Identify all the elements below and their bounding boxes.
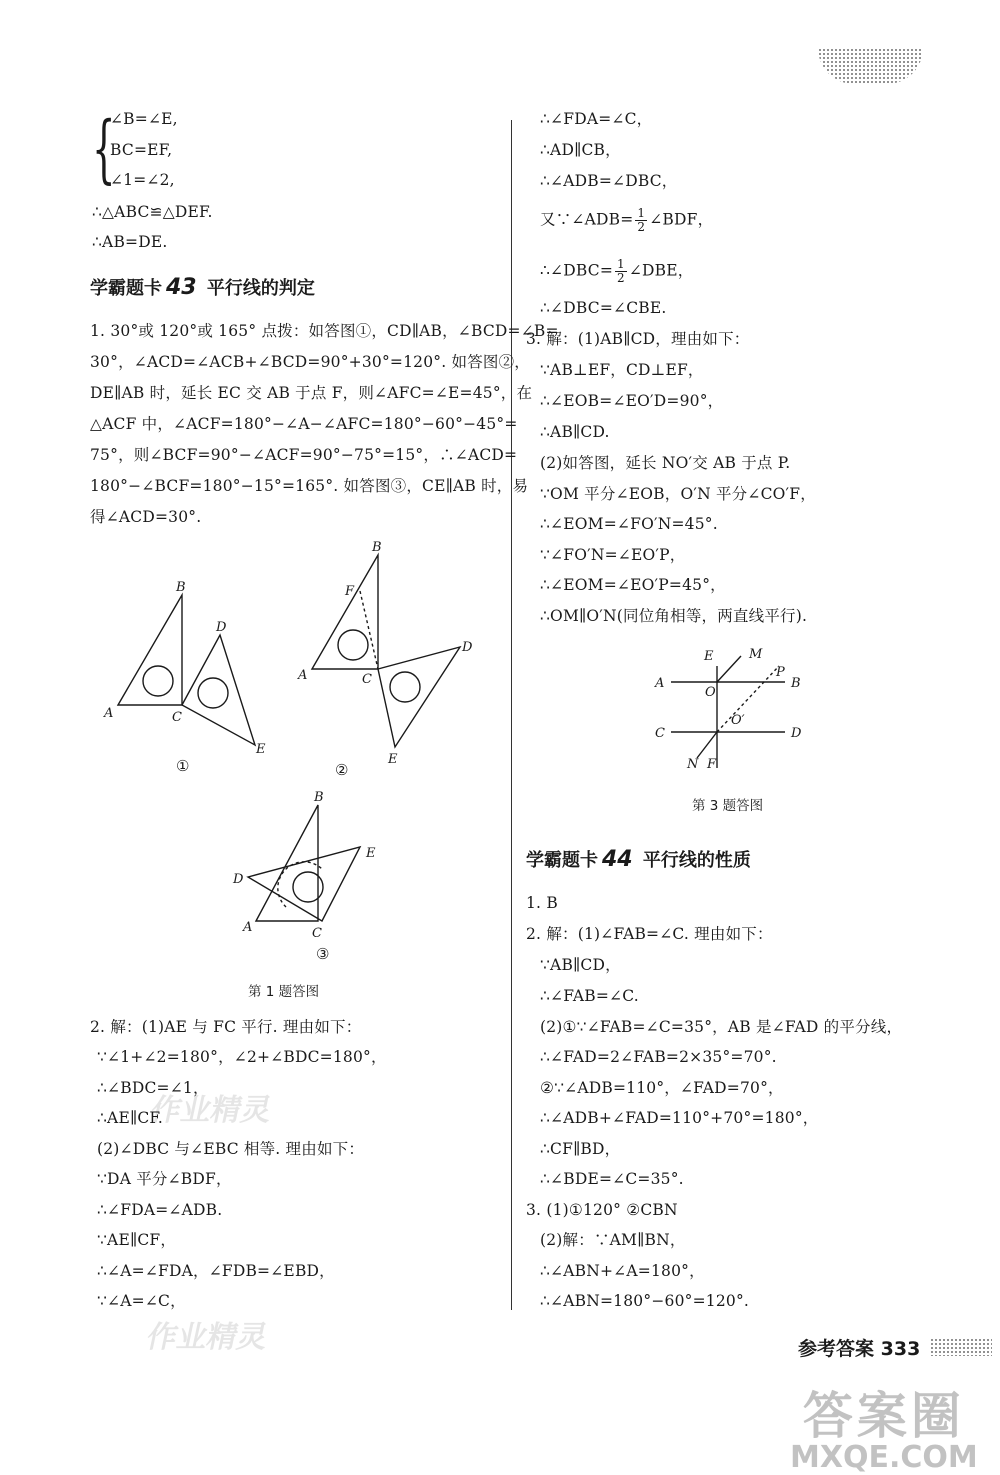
fig1-label-b: B xyxy=(176,580,186,595)
s44-line: ∴CF∥BD， xyxy=(540,1140,621,1158)
section-44-title: 学霸题卡 44 平行线的性质 xyxy=(526,847,751,872)
cont-line: ∴∠FDA=∠C， xyxy=(540,110,653,128)
q2-line: ∵AE∥CF， xyxy=(97,1231,177,1249)
fig3-caption: 第 3 题答图 xyxy=(692,798,764,814)
q1-line: 1. 30°或 120°或 165° 点拨：如答图①，CD∥AB，∠BCD=∠B= xyxy=(90,322,559,340)
fig2-label-a: A xyxy=(298,668,308,683)
proof-line: ∴△ABC≌△DEF. xyxy=(92,203,213,221)
fig3-label-d: D xyxy=(791,726,802,741)
s44-line: ∴∠BDE=∠C=35°. xyxy=(540,1170,684,1188)
cont-line: ∴∠DBC=∠CBE. xyxy=(540,299,667,317)
q3-line: ∵AB⊥EF，CD⊥EF， xyxy=(540,361,704,379)
fig3-label-a: A xyxy=(243,920,253,935)
fraction-line-1: 又∵∠ADB= $\frac{1}{2}$ ∠BDF， xyxy=(540,206,714,234)
watermark-2: 作业精灵 xyxy=(143,1320,271,1355)
q2-line: ∵∠1+∠2=180°，∠2+∠BDC=180°， xyxy=(97,1048,387,1066)
proof-line: BC=EF, xyxy=(110,141,173,159)
s44-line: 3. (1)①120° ②CBN xyxy=(526,1201,678,1219)
q2-line: ∴∠A=∠FDA，∠FDB=∠EBD， xyxy=(97,1262,335,1280)
fig1-diagrams xyxy=(90,535,500,965)
fig2-label-b: B xyxy=(372,540,382,555)
fig3-label-b: B xyxy=(791,676,801,691)
fig2-label-c: C xyxy=(362,672,372,687)
q1-line: △ACF 中，∠ACF=180°−∠A−∠AFC=180°−60°−45°= xyxy=(90,415,518,433)
fraction-2: $\frac{1}{2}$ xyxy=(617,257,625,285)
fig1-part2 xyxy=(312,555,460,747)
fig1-label-a: A xyxy=(104,706,114,721)
fig3-label-m: M xyxy=(749,647,763,662)
q2-line: ∵DA 平分∠BDF， xyxy=(97,1170,232,1188)
fig1-label-c: C xyxy=(172,710,182,725)
fig2-label-f: F xyxy=(345,584,355,599)
proof-line: ∠1=∠2, xyxy=(110,171,175,189)
q2-line: ∵∠A=∠C， xyxy=(97,1292,186,1310)
q2-line: (2)∠DBC 与∠EBC 相等. 理由如下： xyxy=(97,1140,365,1158)
q3-line: (2)如答图，延长 NO′交 AB 于点 P. xyxy=(540,454,791,472)
fig3-label-p: P xyxy=(776,665,785,680)
fig1-part3 xyxy=(248,805,360,921)
watermark-1: 作业精灵 xyxy=(147,1093,275,1128)
q1-line: 30°，∠ACD=∠ACB+∠BCD=90°+30°=120°. 如答图②， xyxy=(90,353,530,371)
site-watermark: 答案圈 MXQE.COM xyxy=(790,1387,978,1475)
fig3-label-oprime: O′ xyxy=(731,713,745,728)
s44-line: ∴∠FAD=2∠FAB=2×35°=70°. xyxy=(540,1048,777,1066)
column-divider xyxy=(511,120,512,1310)
q3-line: 3. 解：(1)AB∥CD，理由如下： xyxy=(526,330,750,348)
fig3-label-b: B xyxy=(314,790,324,805)
fig1-num-2: ② xyxy=(335,761,349,779)
q3-line: ∴∠EOM=∠FO′N=45°. xyxy=(540,515,718,533)
q1-line: 180°−∠BCF=180°−15°=165°. 如答图③，CE∥AB 时，易 xyxy=(90,477,529,495)
fig3-label-f: F xyxy=(707,757,717,772)
q1-line: 得∠ACD=30°. xyxy=(90,508,202,526)
s44-line: (2)解：∵AM∥BN， xyxy=(540,1231,686,1249)
fig3-label-o: O xyxy=(705,685,716,700)
q3-line: ∵∠FO′N=∠EO′P， xyxy=(540,546,686,564)
s44-line: ∴∠ABN=180°−60°=120°. xyxy=(540,1292,750,1310)
page-footer: 参考答案 333 xyxy=(798,1338,921,1360)
q2-line: ∴∠FDA=∠ADB. xyxy=(97,1201,223,1219)
s44-line: (2)①∵∠FAB=∠C=35°，AB 是∠FAD 的平分线， xyxy=(540,1018,903,1036)
s44-line: 1. B xyxy=(526,894,558,912)
fig1-label-d: D xyxy=(216,620,227,635)
fig3-label-e: E xyxy=(704,649,714,664)
footer-ornament xyxy=(930,1338,992,1356)
fig3-label-a: A xyxy=(655,676,665,691)
s44-line: ∵AB∥CD， xyxy=(540,956,621,974)
proof-line: ∴AB=DE. xyxy=(92,233,168,251)
q1-line: 75°，则∠BCF=90°−∠ACF=90°−75°=15°，∴∠ACD= xyxy=(90,446,518,464)
proof-line: ∠B=∠E, xyxy=(110,110,178,128)
fraction-line-2: ∴∠DBC= $\frac{1}{2}$ ∠DBE， xyxy=(540,257,694,285)
q3-line: ∴∠EOM=∠EO′P=45°， xyxy=(540,576,726,594)
fig1-num-3: ③ xyxy=(316,945,330,963)
cont-line: ∴AD∥CB， xyxy=(540,141,621,159)
fig2-label-d: D xyxy=(462,640,473,655)
system-brace: { xyxy=(92,106,116,192)
q2-line: 2. 解：(1)AE 与 FC 平行. 理由如下： xyxy=(90,1018,362,1036)
fig1-part1 xyxy=(118,595,255,745)
q3-line: ∴OM∥O′N(同位角相等，两直线平行). xyxy=(540,607,808,625)
fig1-num-1: ① xyxy=(176,757,190,775)
fraction-1: $\frac{1}{2}$ xyxy=(637,206,646,234)
s44-line: 2. 解：(1)∠FAB=∠C. 理由如下： xyxy=(526,925,773,943)
s44-line: ∴∠ABN+∠A=180°， xyxy=(540,1262,705,1280)
header-ornament xyxy=(818,48,923,84)
cont-line: ∴∠ADB=∠DBC， xyxy=(540,172,678,190)
fig2-label-e: E xyxy=(388,752,398,767)
fig3-label-c: C xyxy=(312,926,322,941)
fig3-label-e: E xyxy=(366,846,376,861)
q3-line: ∴AB∥CD. xyxy=(540,423,610,441)
fig1-caption: 第 1 题答图 xyxy=(248,984,320,1000)
q3-line: ∵OM 平分∠EOB，O′N 平分∠CO′F， xyxy=(540,485,816,503)
fig3-label-n: N xyxy=(687,757,699,772)
q2-line: ∴∠BDC=∠1， xyxy=(97,1079,209,1097)
s44-line: ∴∠FAB=∠C. xyxy=(540,987,639,1005)
fig3-label-d: D xyxy=(233,872,244,887)
q3-line: ∴∠EOB=∠EO′D=90°， xyxy=(540,392,724,410)
fig3-diagram xyxy=(645,640,815,780)
section-43-title: 学霸题卡 43 平行线的判定 xyxy=(90,275,315,300)
q2-line: ∴AE∥CF. xyxy=(97,1109,164,1127)
s44-line: ∴∠ADB+∠FAD=110°+70°=180°， xyxy=(540,1109,819,1127)
s44-line: ②∵∠ADB=110°，∠FAD=70°， xyxy=(540,1079,784,1097)
fig3-label-c: C xyxy=(655,726,665,741)
q1-line: DE∥AB 时，延长 EC 交 AB 于点 F，则∠AFC=∠E=45°，在 xyxy=(90,384,533,402)
fig1-label-e: E xyxy=(256,742,266,757)
